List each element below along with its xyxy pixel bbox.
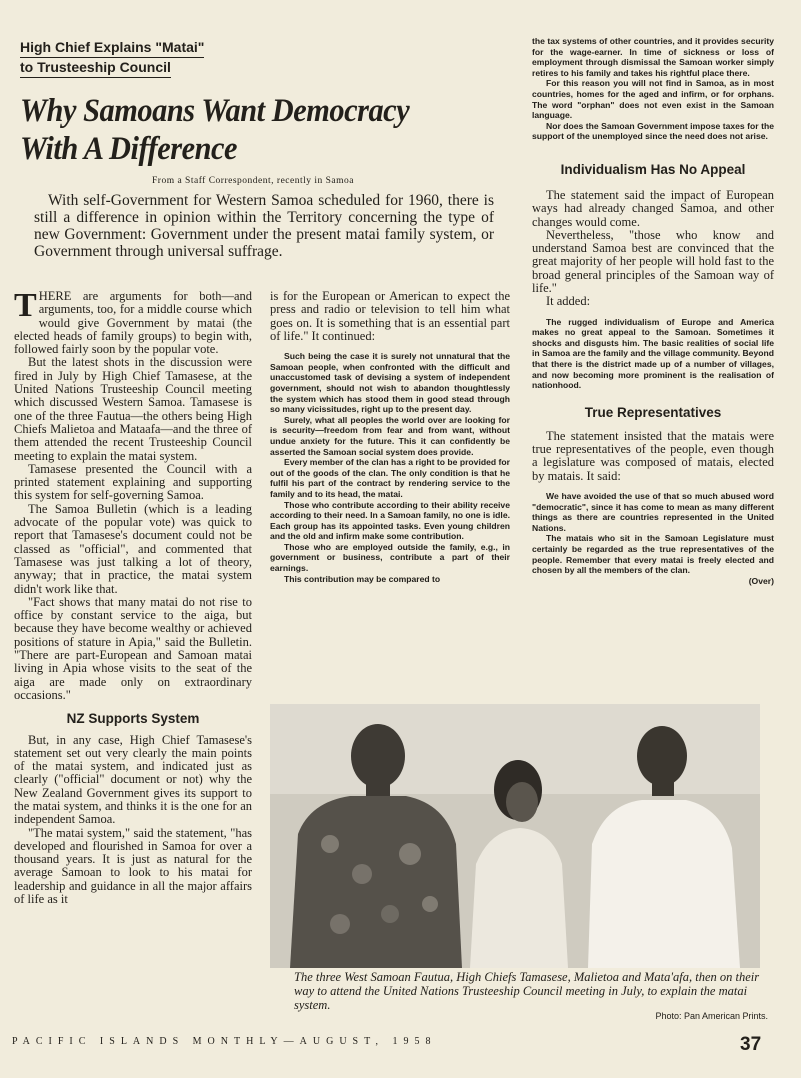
subhead-true-representatives: True Representatives: [584, 404, 722, 420]
lead-text: With self-Government for Western Samoa scheduled for 1960, there is still a difference in opinion within the Territory concerning the type of new Government: Government under the present matai family system, or Government through universal suffrage.: [34, 192, 494, 260]
col3-quote-5: We have avoided the use of that so much abused word "democratic", since it has come to mean as many different things as there are countries represented in the United Nations.: [532, 490, 774, 533]
continued-over: (Over): [748, 575, 774, 586]
column-2: [270, 290, 510, 584]
photo-credit: Photo: Pan American Prints.: [655, 1011, 768, 1021]
col2-body: [270, 290, 510, 343]
col2-quote-4: Those who contribute according to their ability receive according to their need. In a Samoan family, no one is idle. Each group has its appointed tasks. Even young children and the old and infirm make some contribution.: [270, 499, 510, 542]
col1-para-4: The Samoa Bulletin (which is a leading advocate of the popular vote) was quick to report that Tamasese's document could not be classed as "official", and commented that Tamasese was just talking a lot of theory, anyway; that in practice, the matai system didn't work like that.: [14, 501, 252, 596]
col3-quote-bottom: [532, 491, 774, 586]
col3-quote-2: For this reason you will not find in Samoa, as in most countries, homes for the aged and infirm, or for orphans. The word "orphan" does not even exist in the Samoan language.: [532, 78, 774, 121]
col1-para-7: "The matai system," said the statement, "has developed and flourished in Samoa for over a thousand years. It is just as natural for the average Samoan to look to his matai for leadership and guidance in all the major affairs of life as it: [14, 825, 252, 907]
lead-paragraph: [34, 192, 494, 260]
col2-quote-3: Every member of the clan has a right to be provided for out of the goods of the clan. The only condition is that he fulfil his part of the contract by rendering service to the family and to its head, the matai.: [270, 457, 510, 499]
col2-quote-1: Such being the case it is surely not unnatural that the Samoan people, when confronted with the difficult and unaccustomed task of devising a system of independent government, should not wish to abandon thoughtlessly the system which has stood them in good stead through so many vicissitudes, right up to the present day.: [270, 351, 510, 415]
drop-cap: T: [14, 287, 37, 324]
col3-quote-mid: [532, 317, 774, 391]
headline-line-1: Why Samoans Want Democracy: [20, 93, 410, 129]
col3-para-4: The statement insisted that the matais were true representatives of the people, even though a legislature was composed of matais, elected by matais. It said:: [532, 428, 774, 483]
col3-para-1: The statement said the impact of European ways had already changed Samoa, and other changes would come.: [532, 187, 774, 229]
col3-quote-4: The rugged individualism of Europe and America makes no great appeal to the Samoan. Sometimes it shocks and disgusts him. The basic realities of social life in Samoa are the family and the village community. Beyond that there is the district made up of a number of villages, and now becoming more prominent is the realisation of nationhood.: [532, 316, 774, 391]
subhead-individualism: Individualism Has No Appeal: [560, 161, 746, 177]
column-1: [14, 287, 252, 907]
col3-para-2: Nevertheless, "those who know and understand Samoa best are convinced that the great majority of her people will hold fast to the broad general principles of the Samoan way of life.": [532, 227, 774, 296]
kicker-line-2: to Trusteeship Council: [20, 58, 171, 78]
col3-quote-6: The matais who sit in the Samoan Legislature must certainly be regarded as the true representatives of the people. Remember that every matai is freely elected and chosen by all the members of the clan.: [532, 533, 774, 576]
col3-body-1: [532, 189, 774, 309]
headline: [20, 92, 443, 168]
col1-para-5: "Fact shows that many matai do not rise to office by constant service to the aiga, but because they have become wealthy or achieved positions of stature in Apia," said the Bulletin. "There are part-European and Samoan matai living in Apia whose visits to the seat of the aiga are made only on extraordinary occasions.": [14, 594, 252, 702]
column-3: [532, 36, 774, 586]
col3-quote-top: [532, 36, 774, 142]
col2-quote-5: Those who are employed outside the family, e.g., in government or business, contribute a part of their earnings.: [270, 541, 510, 574]
col1-para-3: Tamasese presented the Council with a printed statement explaining and supporting this system for self-governing Samoa.: [14, 461, 252, 503]
subhead-nz-supports: NZ Supports System: [66, 711, 200, 727]
col1-para-6: But, in any case, High Chief Tamasese's statement set out very clearly the main points of the matai system, and indicated just as clearly ("official" document or not) why the New Zealand Government gives its support to the matai system, and thinks it is the one for an independent Samoa.: [14, 732, 252, 827]
photo-illustration: [270, 704, 760, 968]
col1-para-1: HERE are arguments for both—and arguments, too, for a middle course which would give Government by matai (the elected heads of family groups) to begin with, followed fairly soon by the popular vote.: [14, 289, 252, 357]
col2-para-1: is for the European or American to expect the press and radio or television to tell him what goes on. It is something that is an essential part of life." It continued:: [270, 289, 510, 343]
col2-quote-2: Surely, what all peoples the world over are looking for is security—freedom from fear and from want, without undue anxiety for the future. This it can confidently be asserted the Samoan social system does provide.: [270, 414, 510, 457]
photo-three-fautua: [270, 704, 760, 968]
footer-masthead: PACIFIC ISLANDS MONTHLY—AUGUST, 1958: [12, 1036, 437, 1047]
photo-caption: The three West Samoan Fautua, High Chiefs Tamasese, Malietoa and Mata'afa, then on their way to attend the United Nations Trusteeship Council meeting in July, to explain the matai system.: [294, 970, 760, 1012]
col1-para-2: But the latest shots in the discussion were fired in July by High Chief Tamasese, at the United Nations Trusteeship Council meeting which discussed Western Samoa. Tamasese is one of the three Fautua—the others being High Chiefs Malietoa and Mataafa—and the three of them attended the recent Trusteeship Council meeting to explain the matai system.: [14, 355, 252, 463]
col3-quote-1: the tax systems of other countries, and it provides security for the wage-earner. In time of sickness or loss of employment through dismissal the Samoan worker simply retires to his family and takes his rightful place there.: [532, 36, 774, 78]
col2-quote: [270, 351, 510, 584]
kicker: [20, 38, 204, 78]
page-number: 37: [740, 1034, 762, 1055]
col3-body-2: [532, 430, 774, 483]
headline-line-2: With A Difference: [20, 131, 238, 167]
kicker-line-1: High Chief Explains "Matai": [20, 38, 204, 58]
col2-quote-6: This contribution may be compared to: [284, 573, 441, 584]
col3-para-3: It added:: [546, 294, 591, 309]
col3-quote-3: Nor does the Samoan Government impose taxes for the support of the unemployed since the need does not arise.: [532, 120, 774, 142]
byline: From a Staff Correspondent, recently in Samoa: [152, 176, 354, 186]
